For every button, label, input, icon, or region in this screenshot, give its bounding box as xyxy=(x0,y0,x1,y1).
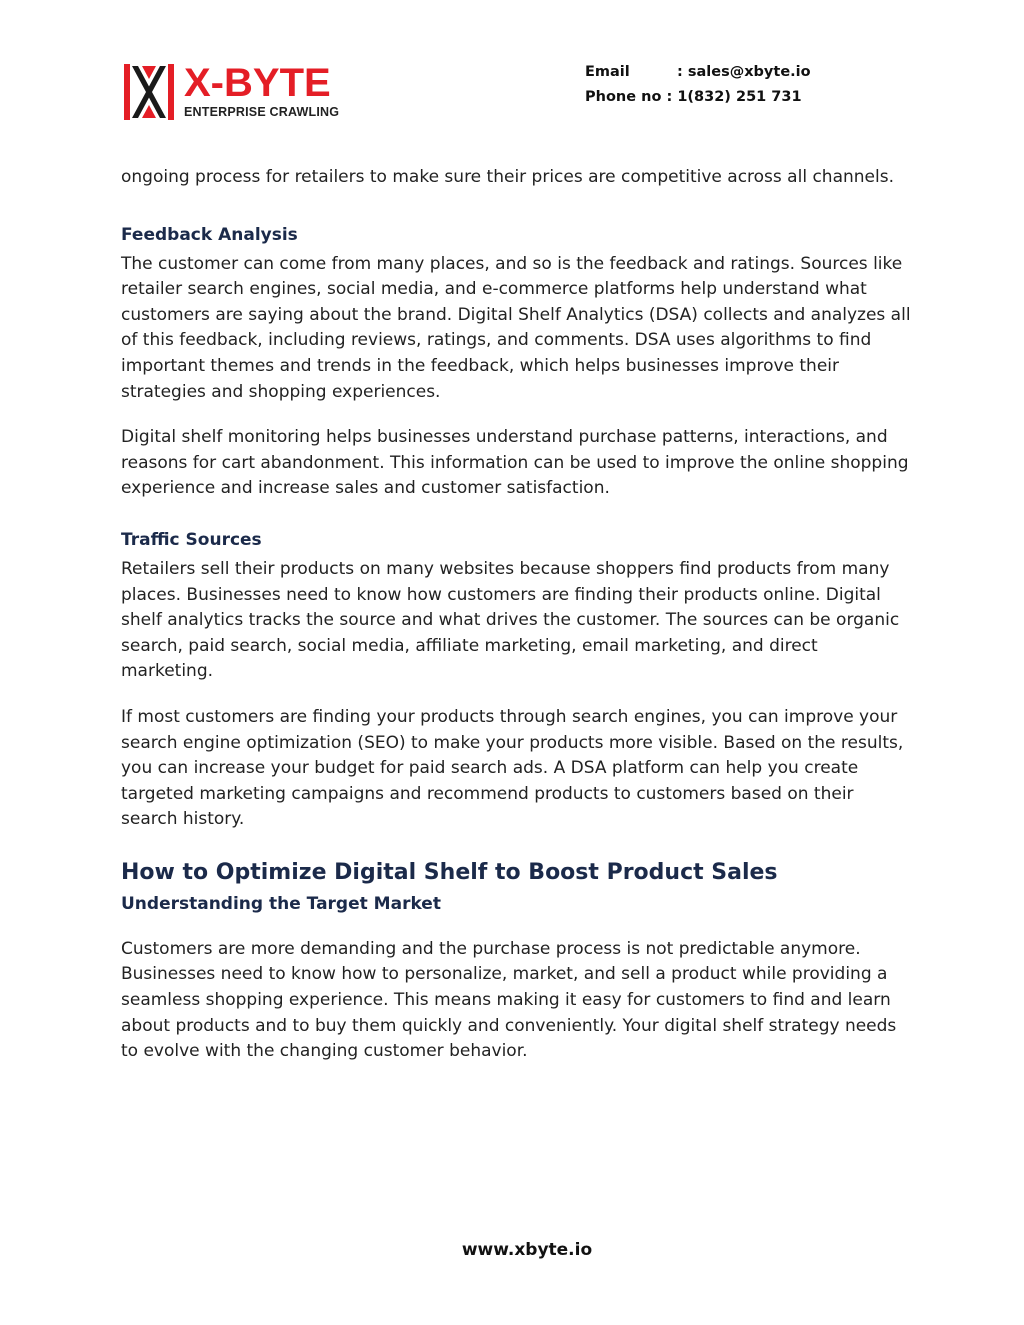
footer-website[interactable]: www.xbyte.io xyxy=(461,1240,593,1260)
optimize-heading: How to Optimize Digital Shelf to Boost Product Sales xyxy=(121,859,778,885)
xbyte-logo-icon xyxy=(122,62,178,122)
xbyte-logo xyxy=(122,62,354,122)
phone-row xyxy=(585,85,811,110)
email-label: Email xyxy=(585,64,630,80)
traffic-paragraph-1: Retailers sell their products on many websites because shoppers find products from many places. Businesses need to know how customers are finding their products online. Digital shelf analytics tracks the source and what drives the customer. The sources can be organic search, paid search, social media, affiliate marketing, email marketing, and direct marketing. xyxy=(121,558,900,682)
intro-paragraph: ongoing process for retailers to make sure their prices are competitive across all channels. xyxy=(121,167,894,187)
email-row xyxy=(585,60,811,85)
traffic-paragraph-2: If most customers are finding your products through search engines, you can improve your search engine optimization (SEO) to make your products more visible. Based on the results, you can increase your budget for paid search ads. A DSA platform can help you create targeted marketing campaigns and recommend products to customers based on their search history. xyxy=(121,706,904,830)
logo-tagline: ENTERPRISE CRAWLING xyxy=(184,105,340,119)
logo-wordmark: X-BYTE xyxy=(184,61,331,105)
feedback-paragraph-2: Digital shelf monitoring helps businesses understand purchase patterns, interactions, and reasons for cart abandonment. This information can be used to improve the online shopping experience and increase sales and customer satisfaction. xyxy=(121,427,909,499)
feedback-paragraph-1: The customer can come from many places, and so is the feedback and ratings. Sources like retailer search engines, social media, and e-commerce platforms help understand what customers are saying about the brand. Digital Shelf Analytics (DSA) collects and analyzes all of this feedback, including reviews, ratings, and comments. DSA uses algorithms to find important themes and trends in the feedback, which helps businesses improve their strategies and shopping experiences. xyxy=(121,253,911,402)
main-content xyxy=(121,165,911,1065)
feedback-heading: Feedback Analysis xyxy=(121,224,298,245)
target-market-heading: Understanding the Target Market xyxy=(121,893,441,914)
email-value[interactable]: : sales@xbyte.io xyxy=(677,64,811,80)
contact-info xyxy=(585,60,811,110)
phone-label: Phone no xyxy=(585,89,662,105)
phone-value: : 1(832) 251 731 xyxy=(666,89,802,105)
traffic-heading: Traffic Sources xyxy=(121,529,262,550)
target-market-paragraph: Customers are more demanding and the purchase process is not predictable anymore. Businesses need to know how to personalize, market, and sell a product while providing a seamless shopping experience. This means making it easy for customers to find and learn about products and to buy them quickly and conveniently. Your digital shelf strategy needs to evolve with the changing customer behavior. xyxy=(121,938,897,1062)
